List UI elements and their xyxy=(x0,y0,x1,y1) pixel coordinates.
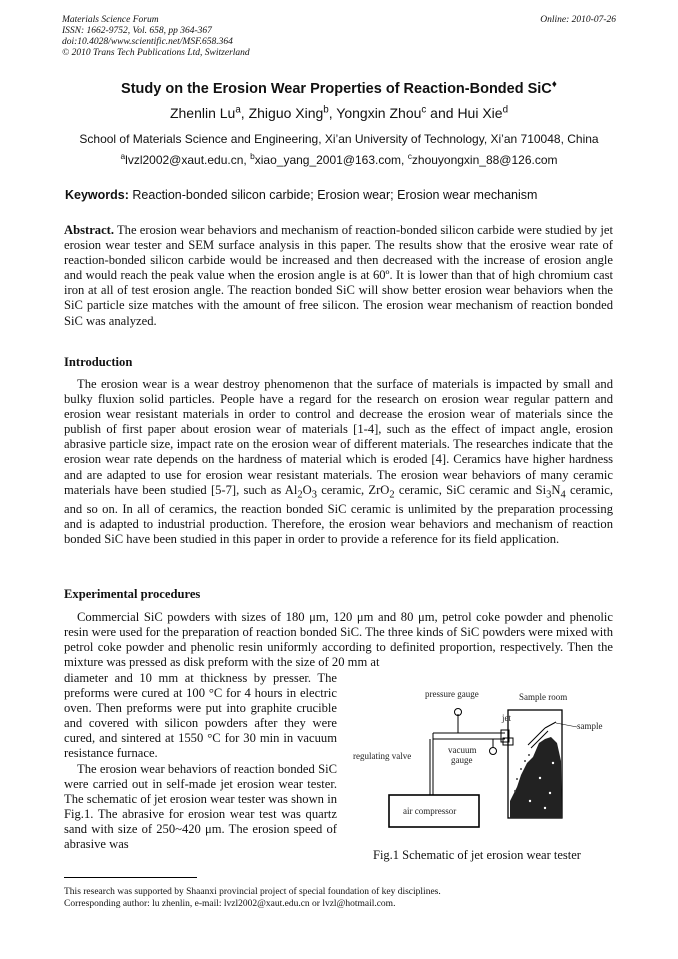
paper-title xyxy=(0,81,678,97)
experimental-heading: Experimental procedures xyxy=(64,587,201,601)
intro-paragraph: The erosion wear is a wear destroy phenomenon that the surface of materials is impacted by small and bulky fluxion solid particles. People have a regard for the research on erosion wear regular pattern and erosion wear resistant materials in order to control and decrease the erosion wear of materials since the publish of first paper about erosion wear of materials [1-4], such as the effect of impact angle, erosion abrasive particle size, impact rate on the erosion wear of different materials. The researches indicate that the erosion wear rate depends on the hardness of material which is eroded [4]. Ceramics have higher hardness and are adapted to use for erosion wear resistant materials. The erosion wear behaviors of many ceramic materials have been studied [5-7], such as $Al_2O_3$ ceramic, ZrO$_2$ ceramic, SiC ceramic and $Si_3N_4$ ceramic, and so on. In all of ceramics, the reaction bonded SiC ceramic is unlimited by the preparation processing and is adapted to industrial production. Therefore, the erosion wear behaviors and mechanism of reaction bonded SiC have been studied in this paper in order to provide a reference for its field application. xyxy=(64,377,613,547)
author: Hui Xie$^d$ xyxy=(457,104,509,121)
journal-name: Materials Science Forum xyxy=(62,15,159,25)
abstract-text: The erosion wear behaviors and mechanism of reaction-bonded silicon carbide were studied by jet erosion wear tester and SEM surface analysis in this paper. The results show that the erosive wear rate of reaction-bonded silicon carbide would be increased and then decreased with the increase of erosion angle and would reach the peak value when the erosion angle is at 60º. It is lower than that of high chromium cast iron at all of test erosion angle. The reaction bonded SiC will show better erosion wear behaviors when the SiC particle size matches with the amount of free silicon. The erosion wear mechanism of reaction bonded SiC was analyzed. xyxy=(64,223,614,328)
issn: ISSN: 1662-9752, Vol. 658, pp 364-367 xyxy=(62,26,212,36)
label-pressure-gauge: pressure gauge xyxy=(425,689,479,699)
title-text: Study on the Erosion Wear Properties of Reaction-Bonded SiC xyxy=(121,81,552,97)
doi[interactable]: doi:10.4028/www.scientific.net/MSF.658.364 xyxy=(62,37,233,47)
keywords xyxy=(65,188,537,202)
journal-header xyxy=(62,15,250,59)
abstract-label: Abstract. xyxy=(64,223,115,237)
label-air-compressor: air compressor xyxy=(403,806,457,816)
keywords-label: Keywords: xyxy=(65,188,129,202)
online-date: Online: 2010-07-26 xyxy=(540,15,616,25)
experimental-column-text: diameter and 10 mm at thickness by presser. The preforms were cured at 100 °C for 4 hours in electric oven. Then preforms were put into graphite crucible and covered with silicon powders after they were cured, and sintered at 1550 °C for 30 min in vacuum resistance furnace. The erosion wear behaviors of reaction bonded SiC were carried out in self-made jet erosion wear tester. The schematic of jet erosion wear tester was shown in Fig.1. The abrasive for erosion wear test was quartz sand with size of 250~420 μm. The erosion speed of abrasive was xyxy=(64,671,337,852)
label-sample-room: Sample room xyxy=(519,692,568,702)
keywords-text: Reaction-bonded silicon carbide; Erosion wear; Erosion wear mechanism xyxy=(132,188,538,202)
footnote-divider xyxy=(64,877,197,878)
abstract xyxy=(64,223,613,329)
intro-heading: Introduction xyxy=(64,355,133,369)
email-link[interactable]: zhouyongxin_88@126.com xyxy=(411,153,558,167)
jet-erosion-tester-figure xyxy=(345,683,613,843)
author: Yongxin Zhou$^c$ and xyxy=(336,104,458,121)
title-footnote-mark: ♦ xyxy=(551,79,557,91)
author: Zhiguo Xing$^b$, xyxy=(248,104,337,121)
footnote-funding: This research was supported by Shaanxi provincial project of special foundation of key disciplines. xyxy=(64,887,441,897)
label-vacuum: vacuum xyxy=(448,745,477,755)
author: Zhenlin Lu$^a$, xyxy=(169,104,249,121)
affiliation: School of Materials Science and Engineering, Xi’an University of Technology, Xi’an 710048, China xyxy=(79,132,599,146)
email-link[interactable]: lvzl2002@xaut.edu.cn, xyxy=(125,153,251,167)
abrasive-pile xyxy=(510,737,562,818)
label-regulating-valve: regulating valve xyxy=(353,751,412,761)
label-sample: sample xyxy=(577,721,603,731)
experimental-paragraph: Commercial SiC powders with sizes of 180 μm, 120 μm and 80 μm, petrol coke powder and phenolic resin were used for the preparation of reaction bonded SiC. The three kinds of SiC powders were mixed with petrol coke powder and phenolic resin uniformly according to definited proportion, respectively. Then the mixture was pressed as disk preform with the size of 20 mm at xyxy=(64,610,613,670)
copyright: © 2010 Trans Tech Publications Ltd, Switzerland xyxy=(62,48,250,58)
footnote-corresponding: Corresponding author: lu zhenlin, e-mail: lvzl2002@xaut.edu.cn or lvzl@hotmail.com. xyxy=(64,899,396,909)
email-list: $^a$lvzl2002@xaut.edu.cn, $^b$xiao_yang_2001@163.com, $^c$zhouyongxin_88@126.com xyxy=(120,151,558,167)
figure-caption: Fig.1 Schematic of jet erosion wear tester xyxy=(373,848,581,862)
email-link[interactable]: xiao_yang_2001@163.com, xyxy=(254,153,408,167)
vacuum-gauge-icon xyxy=(490,748,497,755)
label-gauge: gauge xyxy=(451,755,473,765)
author-list xyxy=(0,105,678,121)
label-jet: jet xyxy=(502,713,511,723)
